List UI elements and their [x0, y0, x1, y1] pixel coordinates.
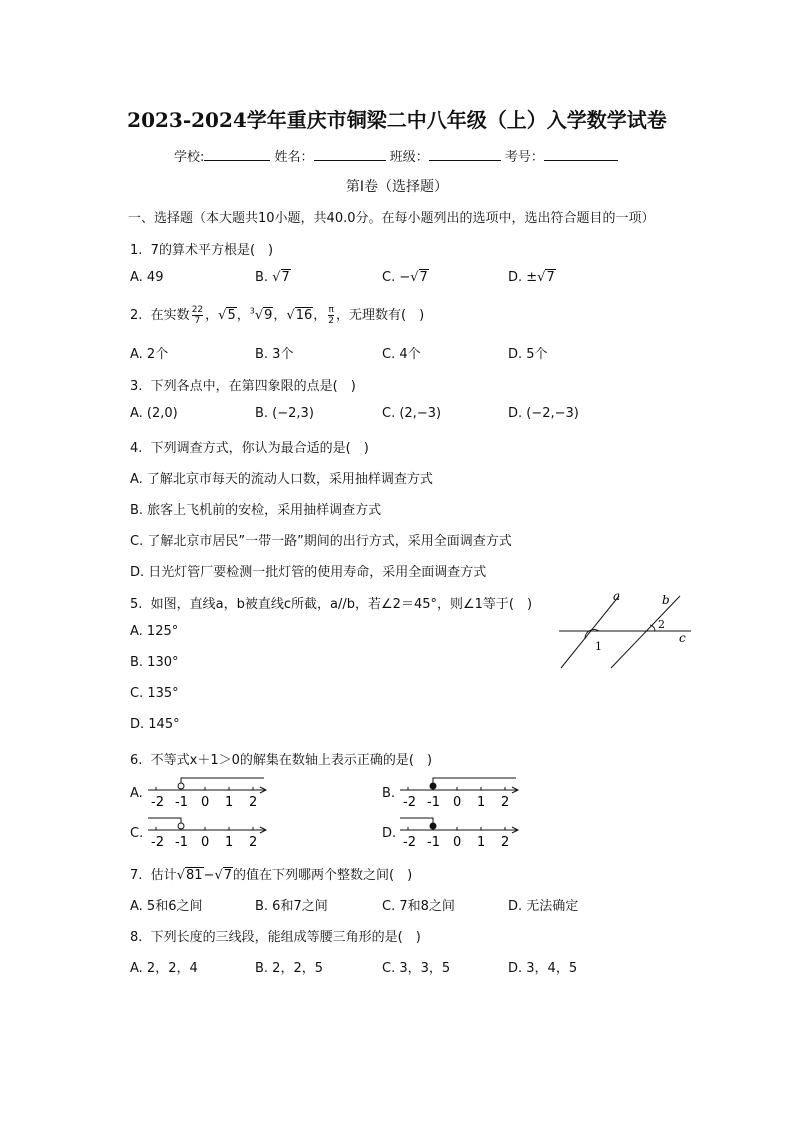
- numerator: π: [328, 305, 334, 315]
- question-6: [130, 749, 432, 768]
- school-blank: [204, 148, 270, 161]
- name-label: 姓名：: [274, 150, 314, 165]
- section-heading: 一、选择题（本大题共10小题，共40.0分。在每小题列出的选项中，选出符合题目的一项）: [128, 211, 655, 226]
- question-4: [130, 437, 369, 456]
- question-text: 如图，直线a，b被直线c所截，a//b，若∠2＝45°，则∠1等于( ): [150, 597, 533, 612]
- separator: ，: [273, 308, 287, 323]
- sqrt-81: √81: [176, 868, 203, 883]
- question-7: [130, 864, 412, 883]
- sqrt-7: √7: [214, 868, 233, 883]
- question-text-post: 的值在下列哪两个整数之间( ): [233, 868, 413, 883]
- solution-ray: [433, 778, 516, 786]
- separator: ，: [336, 308, 350, 323]
- question-3: [130, 375, 356, 394]
- option-label: B.: [255, 270, 269, 285]
- q6-option-d: D.: [382, 826, 397, 841]
- question-number: 5.: [130, 597, 143, 612]
- sqrt-expression: √7: [537, 270, 555, 285]
- separator: ，: [205, 308, 219, 323]
- class-blank: [429, 148, 501, 161]
- q2-option-b: B. 3个: [255, 347, 294, 362]
- option-label: D. ±: [508, 270, 538, 285]
- tick-label: -1: [175, 835, 188, 850]
- solution-ray: [181, 778, 264, 786]
- solution-ray: [400, 818, 433, 826]
- q2-option-a: A. 2个: [130, 347, 169, 362]
- sqrt-16: √16: [286, 308, 313, 323]
- student-info-line: [174, 146, 618, 165]
- number-line-a: [146, 776, 272, 810]
- denominator: 2: [328, 316, 335, 326]
- q4-option-c: C. 了解北京市居民”一带一路”期间的出行方式，采用全面调查方式: [130, 534, 512, 549]
- number-line-c: [146, 816, 272, 850]
- tick-label: -1: [427, 795, 440, 810]
- solution-ray: [148, 818, 181, 826]
- denominator: 7: [194, 316, 201, 326]
- fraction-pi-2: [328, 305, 334, 326]
- radicand: 5: [227, 308, 236, 323]
- question-2: [130, 304, 424, 326]
- label-b: b: [662, 593, 670, 607]
- radicand: 81: [185, 868, 203, 883]
- q7-option-c: C. 7和8之间: [382, 899, 455, 914]
- question-text: 不等式x＋1＞0的解集在数轴上表示正确的是( ): [150, 753, 433, 768]
- parallel-lines-figure: [555, 590, 695, 680]
- radicand: 9: [264, 308, 273, 323]
- tick-label: 0: [453, 795, 462, 810]
- cbrt-9: √9: [254, 308, 273, 323]
- tick-label: 1: [225, 835, 234, 850]
- radicand: 7: [546, 270, 555, 285]
- number-label: 考号：: [504, 150, 544, 165]
- name-blank: [314, 148, 386, 161]
- tick-label: -2: [403, 835, 416, 850]
- radicand: 7: [419, 270, 428, 285]
- q3-option-a: A. (2,0): [130, 406, 178, 421]
- q6-option-b: B.: [382, 786, 396, 801]
- question-number: 1.: [130, 243, 143, 258]
- q8-option-b: B. 2，2，5: [255, 961, 323, 976]
- question-8: [130, 926, 421, 945]
- closed-point: [430, 823, 436, 829]
- question-text: 7的算术平方根是( ): [150, 243, 274, 258]
- tick-label: -2: [151, 795, 164, 810]
- question-number: 4.: [130, 441, 143, 456]
- q8-option-d: D. 3，4，5: [508, 961, 578, 976]
- tick-label: 2: [249, 835, 258, 850]
- tick-label: -1: [427, 835, 440, 850]
- number-line-d: [398, 816, 524, 850]
- number-line-b: [398, 776, 524, 810]
- option-label: C. −: [382, 270, 411, 285]
- q7-option-d: D. 无法确定: [508, 899, 579, 914]
- label-a: a: [613, 589, 621, 603]
- q2-option-c: C. 4个: [382, 347, 421, 362]
- q4-option-d: D. 日光灯管厂要检测一批灯管的使用寿命，采用全面调查方式: [130, 565, 487, 580]
- part-title: 第Ⅰ卷（选择题）: [345, 179, 449, 195]
- tick-label: 0: [201, 795, 210, 810]
- sqrt-expression: √7: [410, 270, 428, 285]
- q8-option-c: C. 3，3，5: [382, 961, 451, 976]
- tick-label: -2: [151, 835, 164, 850]
- sqrt-5: √5: [218, 308, 236, 323]
- class-label: 班级：: [389, 150, 429, 165]
- q6-option-a: A.: [130, 786, 143, 801]
- sqrt-expression: √7: [272, 270, 290, 285]
- q7-option-b: B. 6和7之间: [255, 899, 328, 914]
- root-index: 3: [249, 306, 255, 316]
- question-text-post: 无理数有( ): [349, 308, 425, 323]
- label-c: c: [679, 631, 686, 645]
- tick-label: -2: [403, 795, 416, 810]
- line-a: [561, 596, 619, 668]
- fraction-22-7: [192, 305, 203, 326]
- q1-option-a: A. 49: [130, 270, 164, 285]
- tick-label: 0: [453, 835, 462, 850]
- closed-point: [430, 783, 436, 789]
- q7-option-a: A. 5和6之间: [130, 899, 203, 914]
- radicand: 16: [295, 308, 313, 323]
- q6-option-c: C.: [130, 826, 144, 841]
- separator: ，: [236, 308, 250, 323]
- open-point: [178, 783, 184, 789]
- q5-option-c: C. 135°: [130, 686, 179, 701]
- q3-option-c: C. (2,−3): [382, 406, 442, 421]
- number-blank: [544, 148, 618, 161]
- q1-option-c: [382, 270, 429, 285]
- question-text: 下列长度的三线段，能组成等腰三角形的是( ): [150, 930, 421, 945]
- question-1: [130, 239, 273, 258]
- q8-option-a: A. 2，2，4: [130, 961, 198, 976]
- label-angle-2: 2: [658, 618, 665, 631]
- tick-label: 2: [501, 795, 510, 810]
- q1-option-d: [508, 270, 556, 285]
- question-5: [130, 593, 532, 612]
- label-angle-1: 1: [595, 640, 602, 653]
- q5-option-b: B. 130°: [130, 655, 179, 670]
- q5-option-a: A. 125°: [130, 624, 179, 639]
- q4-option-b: B. 旅客上飞机前的安检，采用抽样调查方式: [130, 503, 382, 518]
- question-number: 3.: [130, 379, 143, 394]
- question-number: 7.: [130, 868, 143, 883]
- q1-option-b: [255, 270, 291, 285]
- tick-label: 2: [249, 795, 258, 810]
- radicand: 7: [223, 868, 233, 883]
- question-number: 2.: [130, 308, 143, 323]
- school-label: 学校:: [174, 150, 205, 165]
- q5-option-d: D. 145°: [130, 717, 180, 732]
- q4-option-a: A. 了解北京市每天的流动人口数，采用抽样调查方式: [130, 472, 433, 487]
- numerator: 22: [191, 305, 204, 315]
- page-title: 2023-2024学年重庆市铜梁二中八年级（上）入学数学试卷: [127, 108, 667, 132]
- question-number: 8.: [130, 930, 143, 945]
- tick-label: -1: [175, 795, 188, 810]
- q3-option-b: B. (−2,3): [255, 406, 314, 421]
- radicand: 7: [281, 270, 290, 285]
- minus-sign: −: [203, 868, 215, 883]
- question-text: 下列各点中，在第四象限的点是( ): [150, 379, 356, 394]
- tick-label: 0: [201, 835, 210, 850]
- question-number: 6.: [130, 753, 143, 768]
- tick-label: 1: [225, 795, 234, 810]
- q2-option-d: D. 5个: [508, 347, 548, 362]
- question-text: 下列调查方式，你认为最合适的是( ): [150, 441, 369, 456]
- tick-label: 1: [477, 795, 486, 810]
- tick-label: 1: [477, 835, 486, 850]
- question-text-pre: 估计: [150, 868, 177, 883]
- q3-option-d: D. (−2,−3): [508, 406, 579, 421]
- question-text-pre: 在实数: [150, 308, 190, 323]
- tick-label: 2: [501, 835, 510, 850]
- open-point: [178, 823, 184, 829]
- separator: ，: [313, 308, 327, 323]
